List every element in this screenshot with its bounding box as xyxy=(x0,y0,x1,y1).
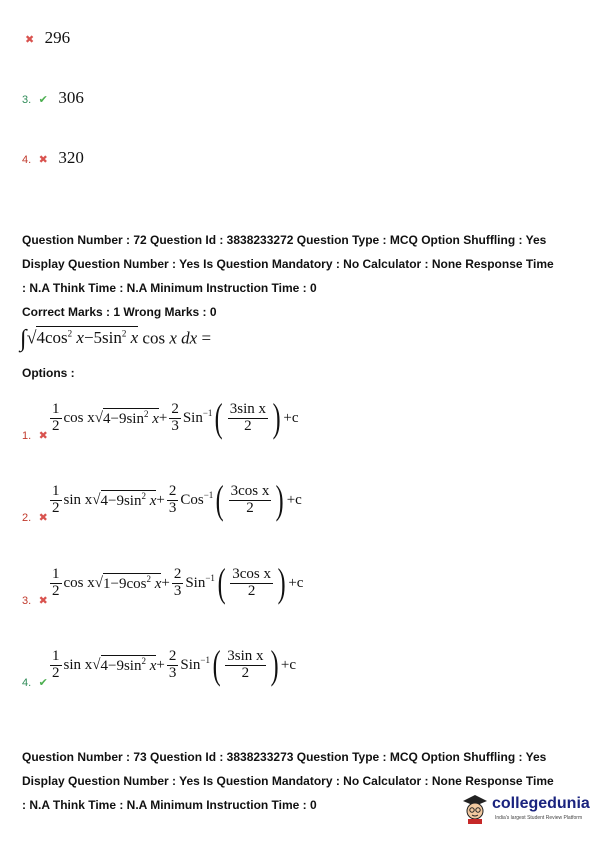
header-line: Display Question Number : Yes Is Question Mandatory : No Calculator : None Response Time xyxy=(22,774,554,788)
radicand: 4−9sin xyxy=(100,493,142,509)
option-number: 3. xyxy=(22,94,32,106)
graduate-avatar-icon xyxy=(462,794,488,824)
question-expression: $\int√4\cos^2$ $x-5\sin^2$ x cos x dx = xyxy=(20,326,212,352)
trig-term: sin x xyxy=(63,656,93,673)
header-line: Question Number : 73 Question Id : 3838233273 Question Type : MCQ Option Shuffling : Yes xyxy=(22,750,547,764)
option-value: 296 xyxy=(44,28,71,47)
wrong-cross-icon: ✖ xyxy=(38,595,48,607)
inverse-function: Sin xyxy=(182,409,203,426)
collegedunia-logo xyxy=(462,792,590,828)
variable: x xyxy=(149,658,157,674)
header-line: : N.A Think Time : N.A Minimum Instruction Time : 0 xyxy=(22,281,317,295)
option-number: 4. xyxy=(22,154,32,166)
argument-numerator: 3sin x xyxy=(229,400,267,417)
option-2 xyxy=(22,477,422,525)
option-formula: $\frac{1}{2}$ sin x √ $4-9\sin^2$ x + $\frac{2}{3}$ Cos −1 ( $\frac{\text{3cos x}}{2}$ ) +c xyxy=(52,477,302,522)
prev-option-4 xyxy=(22,148,84,168)
prev-option-2 xyxy=(22,28,70,48)
marks-text: Correct Marks : 1 Wrong Marks : 0 xyxy=(22,305,217,319)
inverse-function: Sin xyxy=(185,574,206,591)
option-number: 4. xyxy=(22,677,32,689)
option-formula: $\frac{1}{2}$ sin x √ $4-9\sin^2$ x + $\frac{2}{3}$ Sin −1 ( $\frac{\text{3sin x}}{2}$ ) +c xyxy=(52,642,296,687)
option-number: 3. xyxy=(22,595,32,607)
radicand: 4−9sin xyxy=(102,411,144,427)
wrong-cross-icon: ✖ xyxy=(38,512,48,524)
prev-option-3 xyxy=(22,88,84,108)
wrong-cross-icon: ✖ xyxy=(25,34,35,46)
variable: x xyxy=(154,576,162,592)
options-label: Options : xyxy=(22,366,75,380)
correct-check-icon: ✔ xyxy=(38,677,48,689)
option-value: 306 xyxy=(58,88,84,107)
correct-check-icon: ✔ xyxy=(38,94,48,106)
wrong-cross-icon: ✖ xyxy=(38,154,48,166)
radicand: 4−9sin xyxy=(100,658,142,674)
option-formula: $\frac{1}{2}$ cos x √ $1-9\cos^2$ x + $\frac{2}{3}$ Sin −1 ( $\frac{\text{3cos x}}{2}$ ) +c xyxy=(52,560,304,605)
inverse-function: Cos xyxy=(180,491,204,508)
trig-term: cos x xyxy=(63,574,95,591)
variable: x xyxy=(149,493,157,509)
argument-numerator: 3sin x xyxy=(227,647,264,664)
argument-numerator: 3cos x xyxy=(232,565,272,582)
option-number: 2. xyxy=(22,512,32,524)
radicand: 1−9cos xyxy=(102,576,147,592)
argument-numerator: 3cos x xyxy=(230,482,270,499)
option-value: 320 xyxy=(58,148,84,167)
option-3 xyxy=(22,560,422,608)
header-line: Display Question Number : Yes Is Question Mandatory : No Calculator : None Response Time xyxy=(22,257,554,271)
logo-brand: collegedunia xyxy=(492,795,590,812)
trig-term: sin x xyxy=(63,491,93,508)
trig-term: cos x xyxy=(63,409,95,426)
option-number: 1. xyxy=(22,430,32,442)
header-line: Question Number : 72 Question Id : 3838233272 Question Type : MCQ Option Shuffling : Yes xyxy=(22,233,547,247)
header-line: : N.A Think Time : N.A Minimum Instruction Time : 0 xyxy=(22,798,317,812)
option-formula: $\frac{1}{2}$ cos x √ $4-9\sin^2$ x + $\frac{2}{3}$ Sin −1 ( $\frac{\text{3sin x}}{2}$ ) +c xyxy=(52,395,299,440)
option-1 xyxy=(22,395,422,443)
wrong-cross-icon: ✖ xyxy=(38,430,48,442)
option-4 xyxy=(22,642,422,690)
question-72-header xyxy=(22,228,582,300)
inverse-function: Sin xyxy=(180,656,201,673)
logo-tagline: India's largest Student Review Platform xyxy=(495,815,583,821)
variable: x xyxy=(152,411,159,427)
